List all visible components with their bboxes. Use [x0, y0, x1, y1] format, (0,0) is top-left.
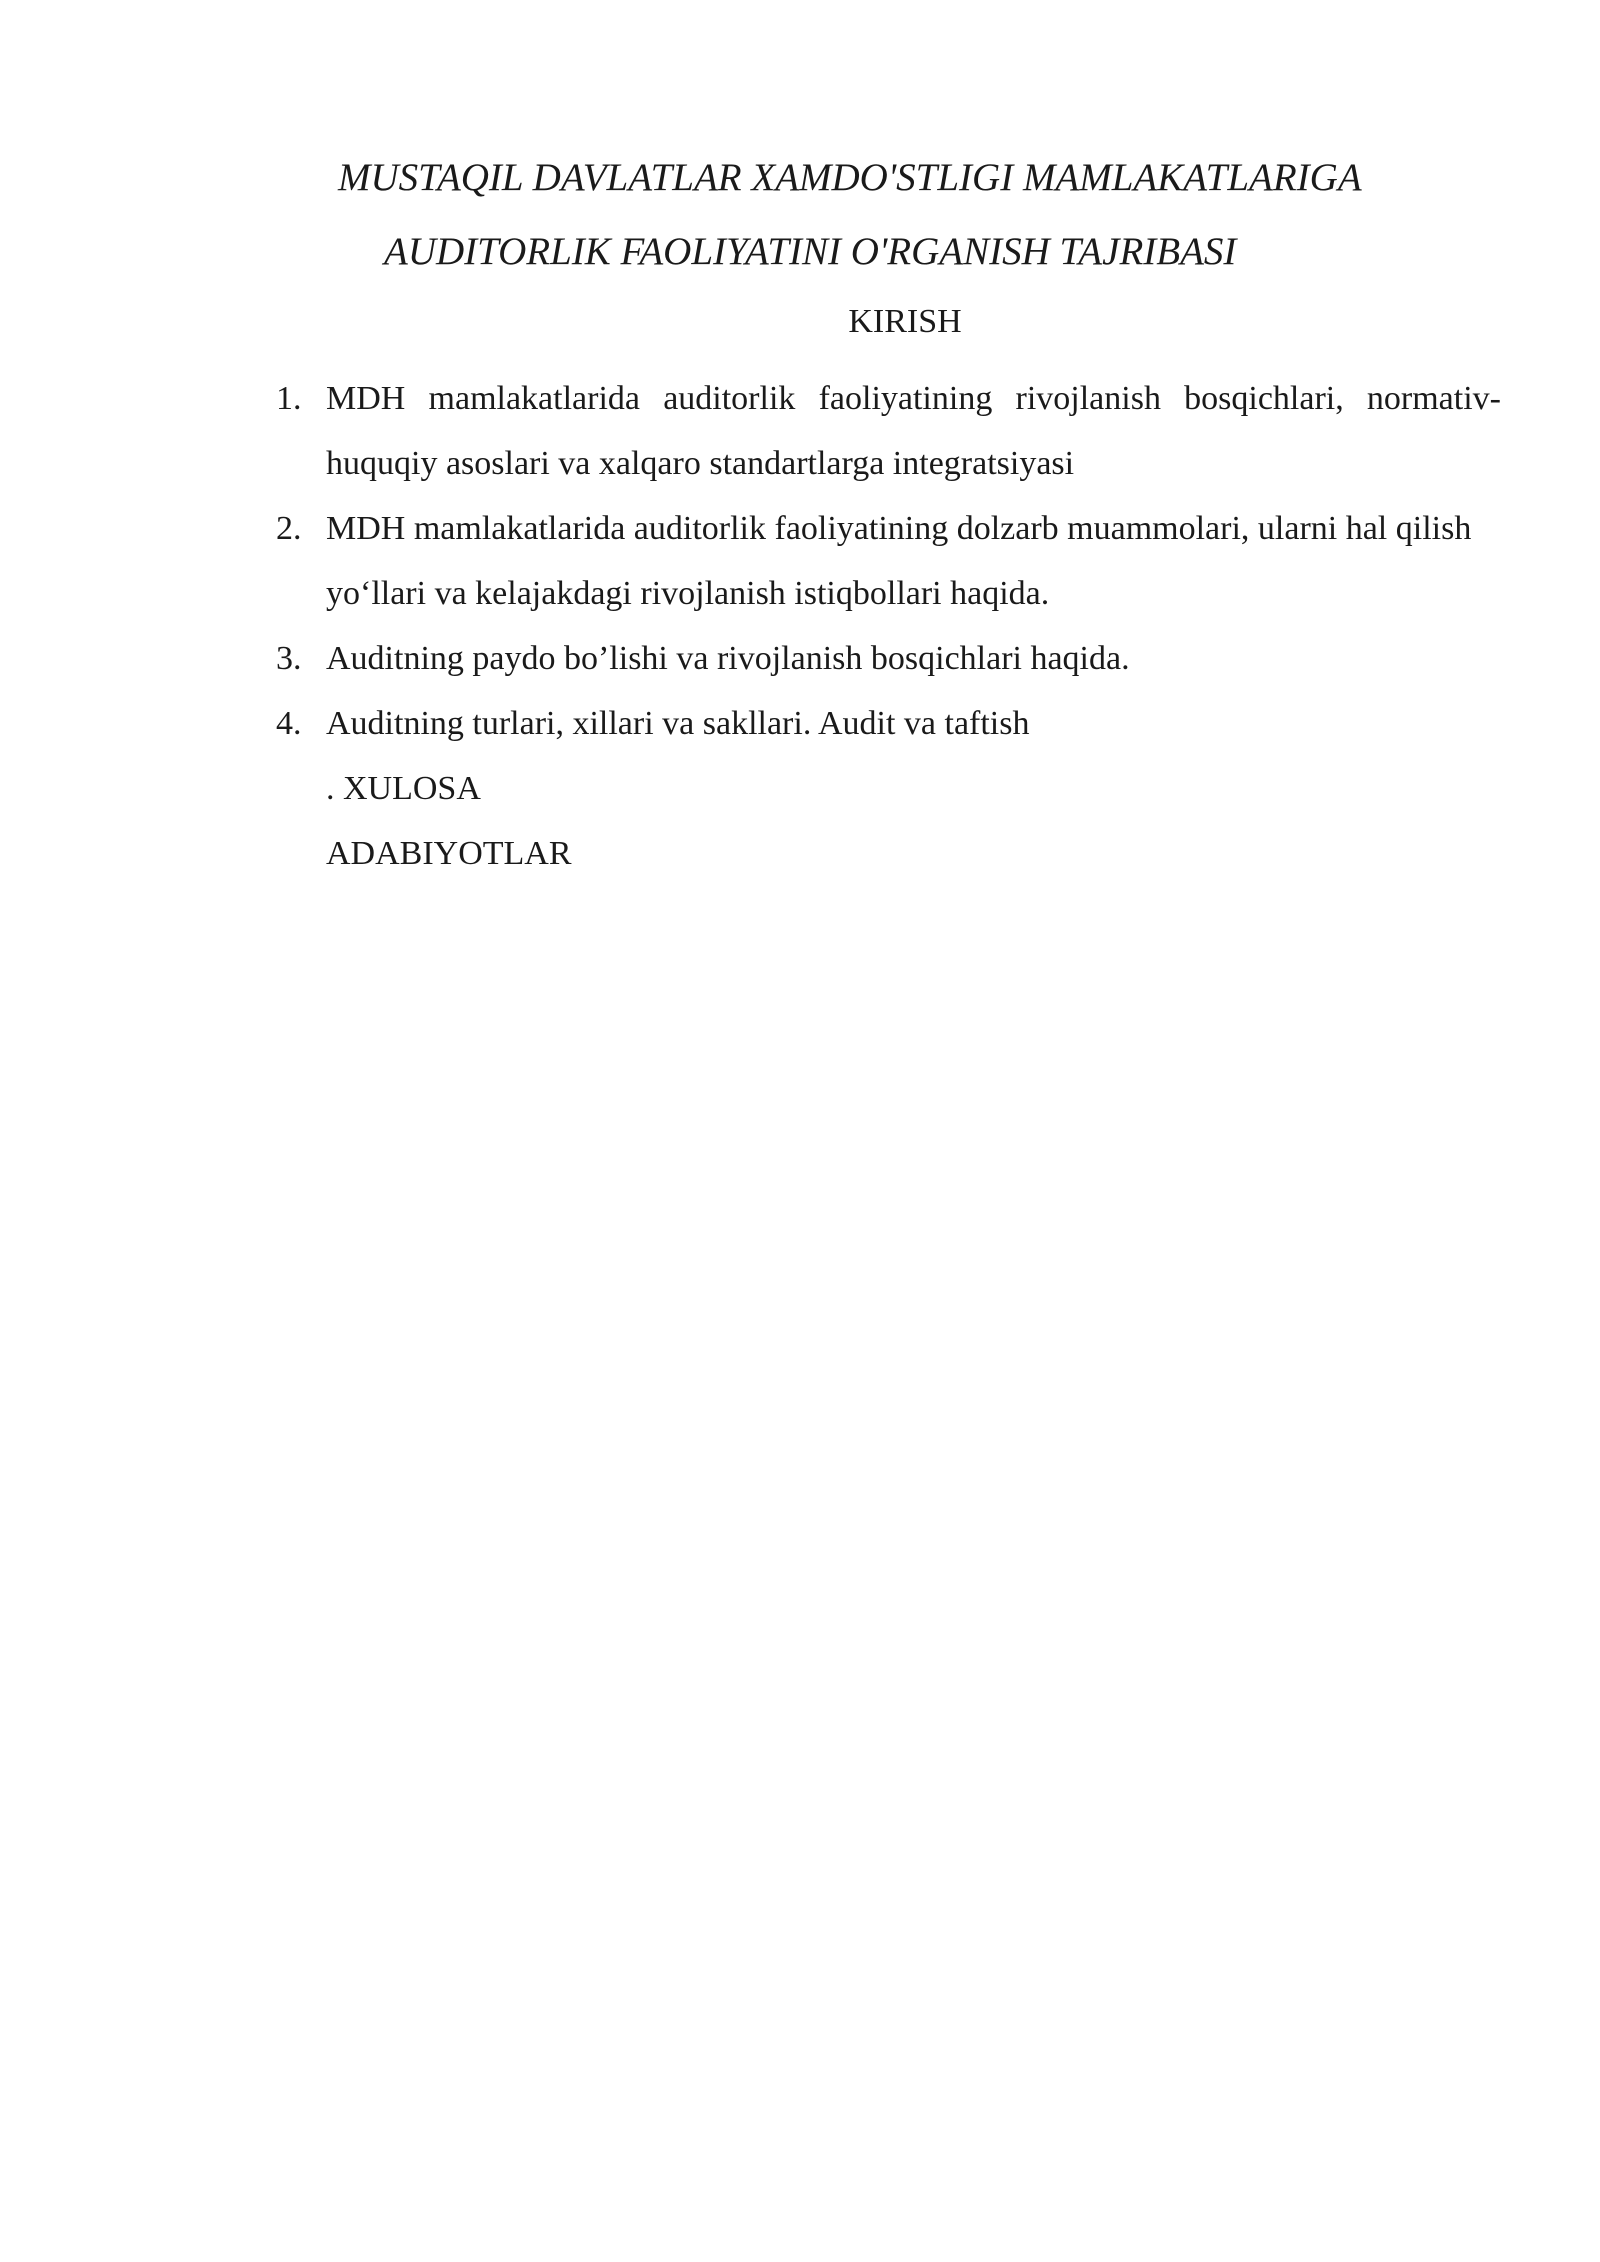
toc-item-number: 2.: [276, 510, 302, 547]
toc-item-2: [276, 496, 1501, 626]
toc-item-number: 3.: [276, 640, 302, 677]
toc-item-3: [276, 626, 1501, 691]
toc-item-text: Auditning turlari, xillari va sakllari. Audit va taftish: [326, 705, 1030, 742]
document-title-line-2: AUDITORLIK FAOLIYATINI O'RGANISH TAJRIBASI: [384, 230, 1237, 273]
toc-item-text: Auditning paydo bo’lishi va rivojlanish bosqichlari haqida.: [326, 640, 1130, 677]
document-title-line-1: MUSTAQIL DAVLATLAR XAMDO'STLIGI MAMLAKATLARIGA: [338, 156, 1362, 199]
toc-item-number: 4.: [276, 705, 302, 742]
toc-item-4: [276, 691, 1501, 756]
table-of-contents: [276, 366, 1501, 886]
conclusion-heading: . XULOSA: [326, 770, 481, 807]
toc-item-text: MDH mamlakatlarida auditorlik faoliyatining rivojlanish bosqichlari, normativ-huquqiy asoslari va xalqaro standartlarga integratsiyasi: [326, 380, 1501, 482]
intro-heading: KIRISH: [848, 303, 962, 340]
toc-item-text: MDH mamlakatlarida auditorlik faoliyatining dolzarb muammolari, ularni hal qilish yo‘llari va kelajakdagi rivojlanish istiqbollari haqida.: [326, 510, 1472, 612]
toc-item-number: 1.: [276, 380, 302, 417]
references-heading: ADABIYOTLAR: [326, 835, 572, 872]
toc-item-1: [276, 366, 1501, 496]
